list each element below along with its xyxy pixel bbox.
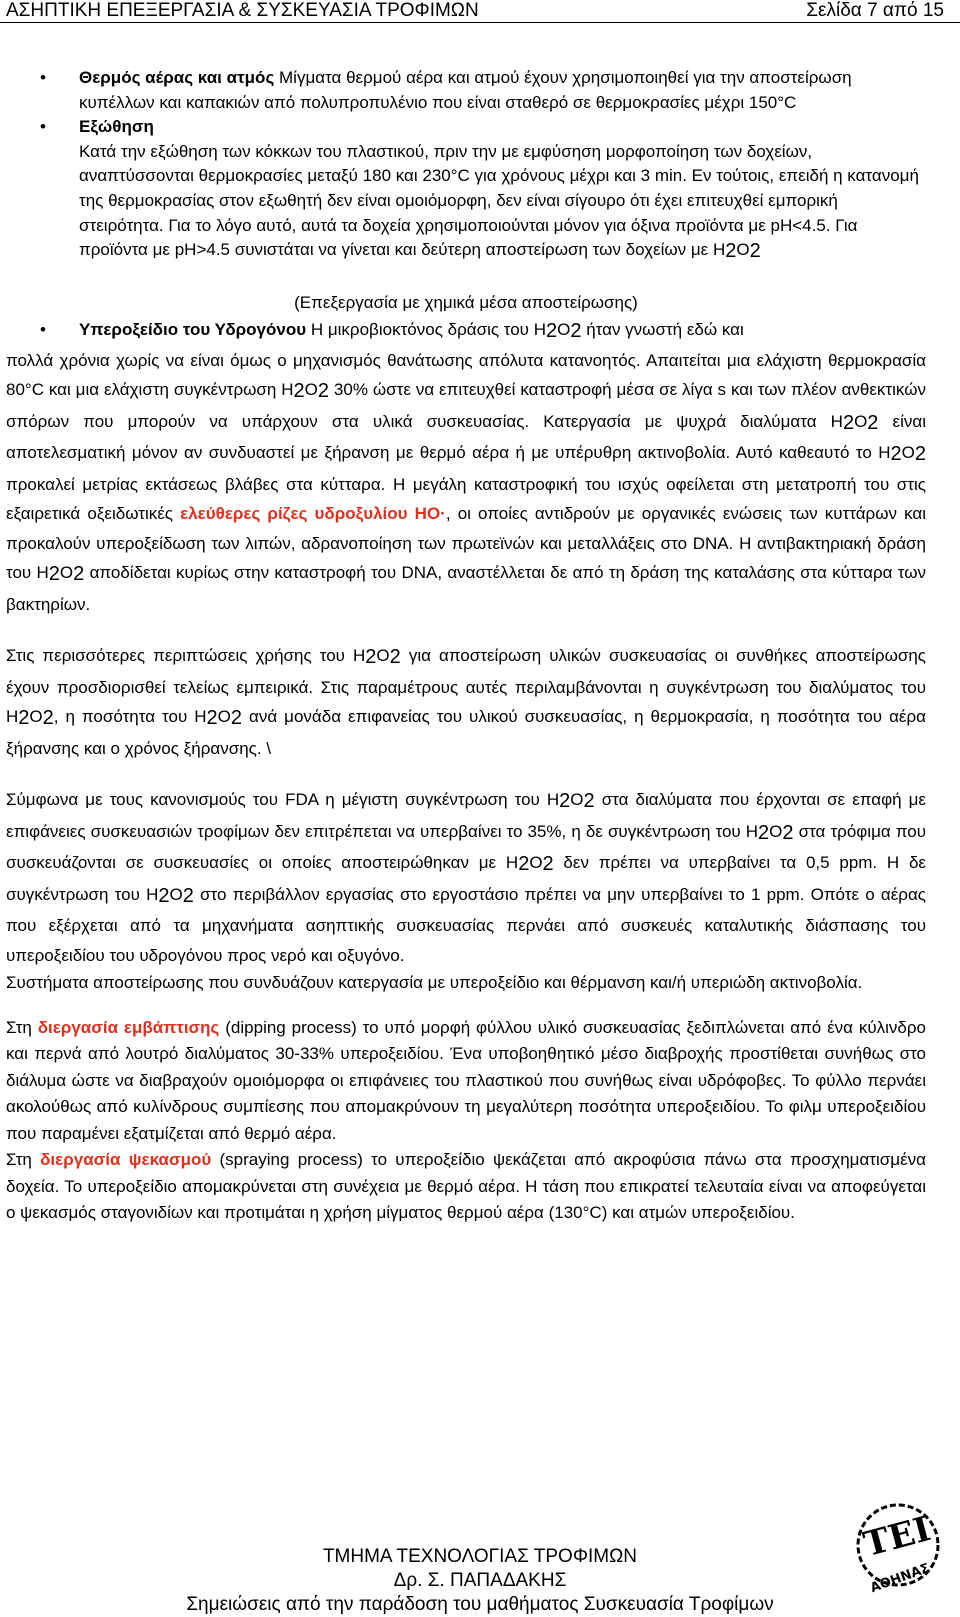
bullet-title: Εξώθηση: [79, 117, 154, 137]
bullet-text: Μίγματα θερμού αέρα και ατμού έχουν χρησιμοποιηθεί για την αποστείρωση κυπέλλων και καπακιών από πολυπροπυλένιο που είναι σταθερό σε θερμοκρασίες μέχρι 150°C: [79, 68, 852, 112]
highlight-spraying: διεργασία ψεκασμού: [40, 1150, 212, 1170]
bullet-hydrogen-peroxide: • Υπεροξείδιο του Υδρογόνου Η μικροβιοκτόνος δράσις του H2O2 ήταν γνωστή εδώ και: [6, 315, 926, 346]
extrusion-text: Κατά την εξώθηση των κόκκων του πλαστικού, πριν την με εμφύσηση μορφοποίηση των δοχείων, αναπτύσσονται θερμοκρασίες μεταξύ 180 και 230°C για χρόνους μέχρι και 3 min. Εν τούτοις, επειδή η κατανομή της θερμοκρασίας στον εξωθητή δεν είναι ομοιόμορφη, δεν είναι σίγουρο ότι έχει επιτευχθεί εμπορική στειρότητα. Για το λόγο αυτό, αυτά τα δοχεία χρησιμοποιούνται μόνον για όξινα προϊόντα με pH<4.5. Για προϊόντα με pH>4.5 συνιστάται να γίνεται και δεύτερη αποστείρωση των δοχείων με H2O2: [79, 141, 919, 263]
paragraph-mechanism: πολλά χρόνια χωρίς να είναι όμως ο μηχανισμός θανάτωσης απόλυτα κατανοητός. Απαιτείται μια ελάχιστη θερμοκρασία 80°C και μια ελάχιστη συγκέντρωση H2O2 30% ώστε να επιτευχθεί καταστροφή μέσα σε λίγα s και των πλέον ανθεκτικών σπόρων που μπορούν να υπάρχουν στα υλικά συσκευασίας. Κατεργασία με ψυχρά διαλύματα H2O2 είναι αποτελεσματική μόνον αν συνδυαστεί με ξήρανση με θερμό αέρα ή με υπέρυθρη ακτινοβολία. Αυτό καθεαυτό το H2O2 προκαλεί μετρίας εκτάσεως βλάβες στα κύτταρα. Η μεγάλη καταστροφική του ισχύς οφείλεται στη μετατροπή του στις εξαιρετικά οξειδωτικές ελεύθερες ρίζες υδροξυλίου HO·, οι οποίες αντιδρούν με οργανικές ενώσεις των κυττάρων και προκαλούν υπεροξείδωση των λιπών, αδρανοποίηση των πρωτεϊνών και μεταλλάξεις στο DNA. Η αντιβακτηριακή δράση του H2O2 αποδίδεται κυρίως στην καταστροφή του DNA, αναστέλλεται δε από τη δράση της καταλάσης στα κύτταρα των βακτηρίων.: [6, 350, 927, 614]
footer-author: Δρ. Σ. ΠΑΠΑΔΑΚΗΣ: [393, 1570, 567, 1591]
bullet-marker: •: [40, 68, 46, 87]
document-body: [6, 66, 926, 1227]
bullet-marker: •: [40, 319, 46, 339]
footer-department: ΤΜΗΜΑ ΤΕΧΝΟΛΟΓΙΑΣ ΤΡΟΦΙΜΩΝ: [322, 1546, 638, 1567]
tei-athens-logo: [848, 1490, 948, 1605]
bullet-extrusion: [6, 115, 926, 140]
bullet-marker: •: [40, 117, 46, 137]
page-footer: [0, 1545, 960, 1617]
bullet-title: Θερμός αέρας και ατμός: [79, 68, 275, 87]
paragraph-combined-systems: Συστήματα αποστείρωσης που συνδυάζουν κατεργασία με υπεροξείδιο και θέρμανση και/ή υπεριώδη ακτινοβολία.: [6, 973, 863, 993]
document-title: ΑΣΗΠΤΙΚΗ ΕΠΕΞΕΡΓΑΣΙΑ & ΣΥΣΚΕΥΑΣΙΑ ΤΡΟΦΙΜΩΝ: [6, 0, 479, 21]
page-header: [0, 0, 960, 23]
bullet-hot-air-steam: [6, 66, 926, 115]
paragraph-fda-regulations: Σύμφωνα με τους κανονισμούς του FDA η μέγιστη συγκέντρωση του H2O2 στα διαλύματα που έρχονται σε επαφή με επιφάνειες συσκευασιών τροφίμων δεν επιτρέπεται να υπερβαίνει το 35%, η δε συγκέντρωση του H2O2 στα τρόφιμα που συσκευάζονται σε συσκευασίες οι οποίες αποστειρώθηκαν με H2O2 δεν πρέπει να υπερβαίνει τα 0,5 ppm. Η δε συγκέντρωση του H2O2 στο περιβάλλον εργασίας στο εργοστάσιο πρέπει να μην υπερβαίνει το 1 ppm. Οπότε ο αέρας που εξέρχεται από τα μηχανήματα ασηπτικής συσκευασίας περνάει από συσκευές καταλυτικής διάσπασης του υπεροξειδίου του υδρογόνου προς νερό και οξυγόνο.: [6, 790, 927, 965]
svg-text:ΤΕΙ: ΤΕΙ: [859, 1509, 935, 1566]
highlight-dipping: διεργασία εμβάπτισης: [37, 1017, 220, 1037]
footer-course-note: Σημειώσεις από την παράδοση του μαθήματος Συσκευασία Τροφίμων: [186, 1594, 774, 1615]
paragraph-spraying-process: Στη διεργασία ψεκασμού (spraying process) το υπεροξείδιο ψεκάζεται από ακροφύσια πάνω στα προσχηματισμένα δοχεία. Το υπεροξείδιο απομακρύνεται στη συνέχεια με θερμό αέρα. Η τάση που επικρατεί τελευταία είναι να αποφεύγεται ο ψεκασμός σταγονιδίων και προτιμάται η χρήση μίγματος θερμού αέρα (130°C) και ατμών υπεροξειδίου.: [6, 1150, 926, 1223]
paragraph-sterilization-conditions: Στις περισσότερες περιπτώσεις χρήσης του H2O2 για αποστείρωση υλικών συσκευασίας οι συνθήκες αποστείρωσης έχουν προσδιορισθεί τελείως εμπειρικά. Στις παραμέτρους αυτές περιλαμβάνονται η συγκέντρωση του διαλύματος του H2O2, η ποσότητα του H2O2 ανά μονάδα επιφανείας του υλικού συσκευασίας, η θερμοκρασία, η ποσότητα του αέρα ξήρανσης και ο χρόνος ξήρανσης. \: [6, 646, 926, 758]
section-heading: (Επεξεργασία με χημικά μέσα αποστείρωσης): [294, 292, 638, 312]
paragraph-dipping-process: Στη διεργασία εμβάπτισης (dipping process) το υπό μορφή φύλλου υλικό συσκευασίας ξεδιπλώνεται από ένα κύλινδρο και περνά από λουτρό διαλύματος 30-33% υπεροξειδίου. Ένα υποβοηθητικό μέσο διαβροχής προστίθεται συνήθως στο διάλυμα ώστε να διαβραχούν ομοιόμορφα οι επιφάνειες του πλαστικού που συνήθως είναι υδρόφοβες. Το φύλλο περνάει ακολούθως από κυλίνδρους συμπίεσης που απομακρύνουν τη μεγαλύτερη ποσότητα υπεροξειδίου. Το φιλμ υπεροξειδίου που παραμένει εξατμίζεται από θερμό αέρα.: [6, 1017, 927, 1143]
bullet-title: Υπεροξείδιο του Υδρογόνου: [79, 319, 307, 339]
highlight-hydroxyl-radicals: ελεύθερες ρίζες υδροξυλίου HO·: [180, 504, 446, 524]
page-number: Σελίδα 7 από 15: [806, 0, 944, 21]
svg-text:ΑΘΗΝΑΣ: ΑΘΗΝΑΣ: [868, 1560, 932, 1597]
